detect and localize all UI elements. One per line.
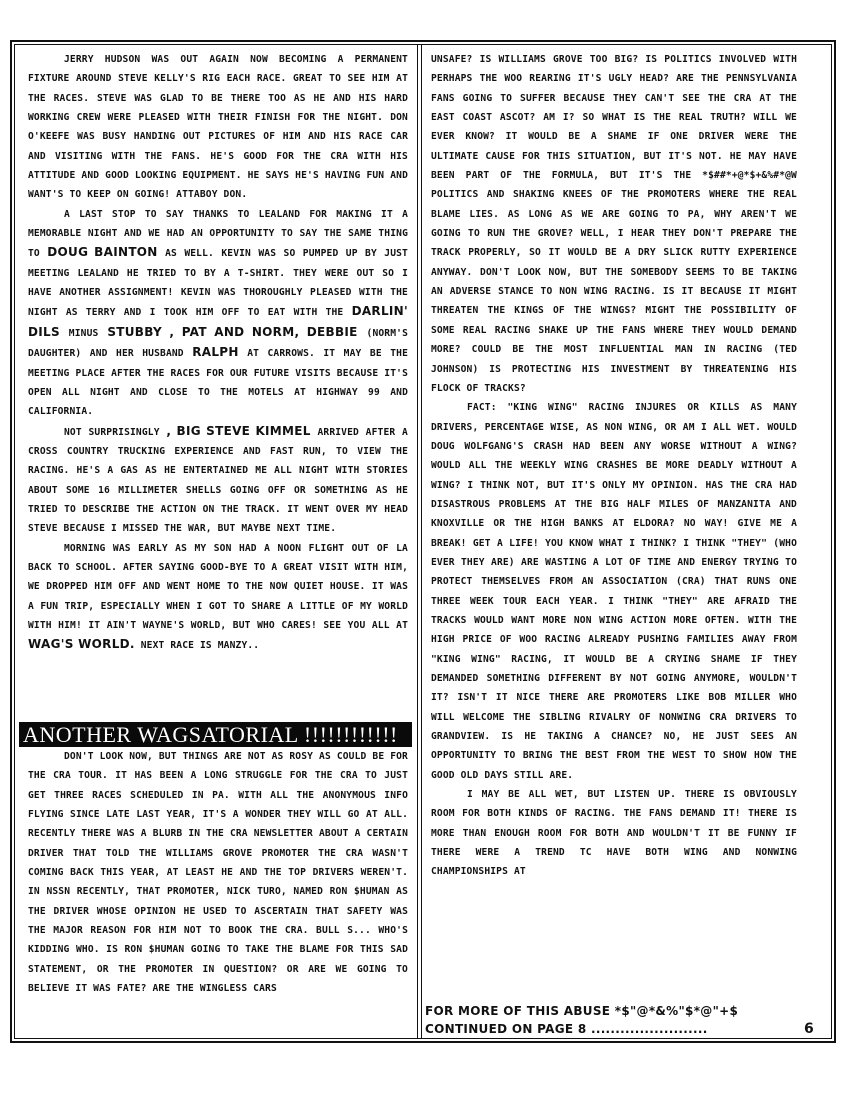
- text: ARRIVED AFTER A CROSS COUNTRY TRUCKING EXPERIENCE AND FAST RUN, TO VIEW THE RACING. HE'S A GAS AS HE ENTERTAINED ME ALL NIGHT WITH STORIES ABOUT SOME 16 MILLIMETER SHELLS GOING OFF OR SOMETHING AS HE TRIED TO DESCRIBE THE ACTION ON THE TRACK. IT WENT OVER MY HEAD STEVE BECAUSE I MISSED THE WAR, BUT MAYBE NEXT TIME.: [28, 426, 408, 535]
- text: NOT SURPRISINGLY: [64, 426, 160, 438]
- right-column: [431, 50, 797, 882]
- paragraph: [28, 422, 408, 539]
- text: AS WELL. KEVIN WAS SO PUMPED UP BY JUST MEETING LEALAND HE TRIED TO BY A T-SHIRT. THEY WERE OUT SO I HAVE ANOTHER ASSIGNMENT! KEVIN WAS THOROUGHLY PLEASED WITH THE NIGHT AS TERRY AND I TOOK HIM OFF TO EAT WITH THE: [28, 248, 408, 319]
- highlight-name: WAG'S WORLD.: [28, 637, 135, 652]
- paragraph: [28, 539, 408, 656]
- paragraph: DON'T LOOK NOW, BUT THINGS ARE NOT AS ROSY AS COULD BE FOR THE CRA TOUR. IT HAS BEEN A LONG STRUGGLE FOR THE CRA TO JUST GET THREE RACES SCHEDULED IN PA. WITH ALL THE ANONYMOUS INFO FLYING SINCE LATE LAST YEAR, IT'S A WONDER THEY WILL GO AT ALL. RECENTLY THERE WAS A BLURB IN THE CRA NEWSLETTER ABOUT A CERTAIN DRIVER THAT TOLD THE WILLIAMS GROVE PROMOTER THE CRA WASN'T COMING BACK THIS YEAR, AT LEAST HE AND THE TOP DRIVERS WEREN'T. IN NSSN RECENTLY, THAT PROMOTER, NICK TURO, NAMED RON $HUMAN AS THE DRIVER WHOSE OPINION HE USED TO ASCERTAIN THAT SAFETY WAS THE MAJOR REASON FOR HIM NOT TO BOOK THE CRA. BULL S... WHO'S KIDDING WHO. IS RON $HUMAN GOING TO TAKE THE BLAME FOR THIS SAD STATEMENT, OR THE PROMOTER IN QUESTION? OR ARE WE GOING TO BELIEVE IT WAS FATE? ARE THE WINGLESS CARS: [28, 751, 408, 995]
- paragraph: [28, 205, 408, 422]
- footer-line: FOR MORE OF THIS ABUSE *$"@*&%"$*@"+$: [425, 1004, 739, 1018]
- highlight-name: DARLIN' DILS: [28, 304, 408, 339]
- section-banner: ANOTHER WAGSATORIAL !!!!!!!!!!!!: [19, 722, 412, 747]
- paragraph: FACT: "KING WING" RACING INJURES OR KILLS AS MANY DRIVERS, PERCENTAGE WISE, AS NON WING, OR AM I ALL WET. WOULD DOUG WOLFGANG'S CRASH HAD BEEN ANY WORSE WITHOUT A WING? WOULD ALL THE WEEKLY WING CRASHES BE MORE DEADLY WITHOUT A WING? I THINK NOT, BUT IT'S ONLY MY OPINION. HAS THE CRA HAD DISASTROUS PROBLEMS AT THE BIG HALF MILES OF MANZANITA AND KNOXVILLE OR THE HIGH BANKS AT ELDORA? NO WAY! GIVE ME A BREAK! GET A LIFE! YOU KNOW WHAT I THINK? I THINK "THEY" (WHO EVER THEY ARE) ARE WASTING A LOT OF TIME AND ENERGY TRYING TO PROTECT THEMSELVES FROM AN ASSOCIATION (CRA) THAT RUNS ONE THREE WEEK TOUR EACH YEAR. I THINK "THEY" ARE AFRAID THE TRACKS WOULD WANT MORE NON WING ACTION MORE OFTEN. WITH THE HIGH PRICE OF WOO RACING ALREADY PUSHING FAMILIES AWAY FROM "KING WING" RACING, IT WOULD BE A CRYING SHAME IF THEY DEMANDED SOMETHING DIFFERENT BY NOT GOING ANYMORE, WOULDN'T IT? ISN'T IT NICE THERE ARE PROMOTERS LIKE BOB MILLER WHO WILL WELCOME THE SIBLING RIVALRY OF NONWING CRA DRIVERS TO GRANDVIEW. IS HE TAKING A CHANCE? NO, HE JUST SEES AN OPPORTUNITY TO BRING THE BEST FROM THE WEST TO SHOW HOW THE GOOD OLD DAYS STILL ARE.: [431, 402, 797, 781]
- column-divider: [417, 44, 422, 1039]
- paragraph: JERRY HUDSON WAS OUT AGAIN NOW BECOMING A PERMANENT FIXTURE AROUND STEVE KELLY'S RIG EACH RACE. GREAT TO SEE HIM AT THE RACES. STEVE WAS GLAD TO BE THERE TOO AS HE AND HIS HARD WORKING CREW WERE PLEASED WITH THEIR FINISH FOR THE NIGHT. DON O'KEEFE WAS BUSY HANDING OUT PICTURES OF HIM AND HIS RACE CAR AND VISITING WITH THE FANS. HE'S GOOD FOR THE CRA WITH HIS ATTITUDE AND GOOD LOOKING EQUIPMENT. HE SAYS HE'S HAVING FUN AND WANT'S TO KEEP ON GOING! ATTABOY DON.: [28, 54, 408, 201]
- continued-notice: [425, 1002, 820, 1038]
- paragraph: UNSAFE? IS WILLIAMS GROVE TOO BIG? IS POLITICS INVOLVED WITH PERHAPS THE WOO REARING IT'S UGLY HEAD? ARE THE PENNSYLVANIA FANS GOING TO SUFFER BECAUSE THEY CAN'T SEE THE CRA AT THE EAST COAST ASCOT? AM I? SO WHAT IS THE REAL TRUTH? WILL WE EVER KNOW? IT WOULD BE A SHAME IF ONE DRIVER WERE THE ULTIMATE CAUSE FOR THIS SITUATION, BUT IT'S NOT. HE MAY HAVE BEEN PART OF THE FORMULA, BUT IT'S THE *$##*+@*$+&%#*@W POLITICS AND SHAKING KNEES OF THE PROMOTERS WHERE THE REAL BLAME LIES. AS LONG AS WE ARE GOING TO PA, WHY AREN'T WE GOING TO RUN THE GROVE? WELL, I HEAR THEY DON'T PREPARE THE TRACK PROPERLY, SO IT WOULD BE A DRY SLICK RUTTY EXPERIENCE ANYWAY. DON'T LOOK NOW, BUT THE SOMEBODY SEEMS TO BE TAKING AN ADVERSE STANCE TO NON WING RACING. IS IT BECAUSE IT MIGHT THREATEN THE KINGS OF THE WINGS? MIGHT THE POSSIBILITY OF SOME REAL RACING SHAKE UP THE FANS WHERE THEY WOULD DEMAND MORE? COULD BE THE MOST INFLUENTIAL MAN IN RACING (TED JOHNSON) IS PROTECTING HIS INVESTMENT BY THREATENING HIS FLOCK OF TRACKS?: [431, 54, 797, 394]
- highlight-name: RALPH: [192, 345, 239, 360]
- text: AT CARROWS. IT MAY BE THE MEETING PLACE AFTER THE RACES FOR OUR FUTURE VISITS BECAUSE IT'S OPEN ALL NIGHT AND CLOSE TO THE MOTELS AT HIGHWAY 99 AND CALIFORNIA.: [28, 348, 408, 418]
- text: MORNING WAS EARLY AS MY SON HAD A NOON FLIGHT OUT OF LA BACK TO SCHOOL. AFTER SAYING GOOD-BYE TO A GREAT VISIT WITH HIM, WE DROPPED HIM OFF AND WENT HOME TO THE NOW QUIET HOUSE. IT WAS A FUN TRIP, ESPECIALLY WHEN I GOT TO SHARE A LITTLE OF MY WORLD WITH HIM! IT AIN'T WAYNE'S WORLD, BUT WHO CARES! SEE YOU ALL AT: [28, 542, 408, 631]
- left-column-continued: [28, 747, 408, 998]
- highlight-name: DOUG BAINTON: [47, 245, 158, 260]
- text: MINUS: [68, 327, 99, 339]
- highlight-name: , BIG STEVE KIMMEL: [166, 423, 311, 438]
- footer-line: CONTINUED ON PAGE 8 ........................: [425, 1022, 708, 1036]
- left-column: [28, 50, 408, 656]
- text: (NORM'S DAUGHTER) AND HER HUSBAND: [28, 327, 409, 360]
- highlight-name: STUBBY , PAT AND NORM, DEBBIE: [107, 324, 358, 339]
- text: A LAST STOP TO SAY THANKS TO LEALAND FOR MAKING IT A MEMORABLE NIGHT AND WE HAD AN OPPORTUNITY TO SAY THE SAME THING TO: [28, 208, 408, 260]
- text: NEXT RACE IS MANZY..: [140, 640, 260, 652]
- paragraph: I MAY BE ALL WET, BUT LISTEN UP. THERE IS OBVIOUSLY ROOM FOR BOTH KINDS OF RACING. THE FANS DEMAND IT! THERE IS MORE THAN ENOUGH ROOM FOR BOTH AND WOULDN'T IT BE FUNNY IF THERE WERE A TREND TC HAVE BOTH WING AND NONWING CHAMPIONSHIPS AT: [431, 789, 797, 878]
- page-number: 6: [803, 1021, 814, 1037]
